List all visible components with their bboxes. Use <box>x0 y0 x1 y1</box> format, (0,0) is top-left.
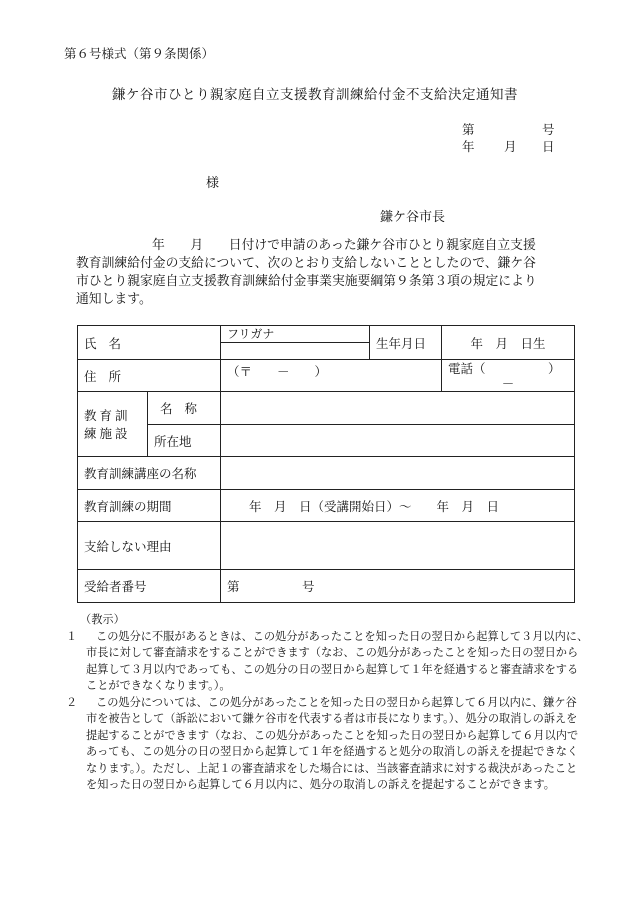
note-line: 提起することができます（なお、この処分があったことを知った日の翌日から起算して６月以内で <box>86 728 579 742</box>
note-item <box>66 695 586 794</box>
intro-paragraph <box>76 237 566 309</box>
note-line: 市を被告として（訴訟において鎌ケ谷市を代表する者は市長になります。）、処分の取消しの訴えを <box>86 712 578 725</box>
issuer-name: 鎌ケ谷市長 <box>380 210 446 225</box>
name-label: 氏名 <box>78 326 221 360</box>
furigana-label: フリガナ <box>221 326 369 343</box>
reason-label: 支給しない理由 <box>78 522 221 570</box>
birthdate-label: 生年月日 <box>370 326 442 360</box>
table-row <box>78 360 575 392</box>
recipient-honorific: 様 <box>206 176 220 191</box>
date-day: 日 <box>542 139 555 154</box>
table-row <box>78 570 575 603</box>
notes-heading: （教示） <box>80 613 125 626</box>
birthdate-field[interactable]: 年 月 日生 <box>442 326 575 360</box>
info-table <box>77 325 575 603</box>
date-year: 年 <box>462 139 475 154</box>
note-item <box>66 629 589 695</box>
facility-name-label: 名称 <box>148 392 221 425</box>
note-line: 起算して３月以内であっても、この処分の日の翌日から起算して１年を経過すると審査請求をする <box>86 662 579 676</box>
date-month: 月 <box>504 139 517 154</box>
facility-location-field[interactable] <box>221 425 575 457</box>
period-label: 教育訓練の期間 <box>78 490 221 522</box>
intro-line: 年 月 日付けで申請のあった鎌ケ谷市ひとり親家庭自立支援 <box>152 238 536 253</box>
table-row <box>78 522 575 570</box>
note-number: １ <box>66 629 78 643</box>
intro-line: 教育訓練給付金の支給について、次のとおり支給しないこととしたので、鎌ケ谷 <box>76 256 536 271</box>
note-number: ２ <box>66 695 78 709</box>
name-field[interactable] <box>221 326 370 360</box>
recipient-number-field[interactable]: 第 号 <box>221 570 575 603</box>
table-row <box>78 392 575 425</box>
note-line: を知った日の翌日から起算して６月以内に、処分の取消しの訴えを提起することができます。 <box>86 778 555 791</box>
note-line: ことができなくなります。）。 <box>86 679 231 692</box>
course-label: 教育訓練講座の名称 <box>78 457 221 490</box>
phone-dash: － <box>501 376 515 391</box>
address-field[interactable]: （〒 － ） <box>221 360 442 392</box>
table-row <box>78 326 575 360</box>
table-row <box>78 425 575 457</box>
instruction-notes <box>66 612 589 794</box>
phone-label: 電話（ ） <box>448 361 561 376</box>
note-line: なります。）。ただし、上記１の審査請求をした場合には、当該審査請求に対する裁決があったこと <box>86 761 578 775</box>
intro-line: 市ひとり親家庭自立支援教育訓練給付金事業実施要綱第９条第３項の規定により <box>76 274 537 289</box>
number-suffix: 号 <box>542 122 555 137</box>
intro-line: 通知します。 <box>76 292 152 307</box>
note-line: この処分については、この処分があったことを知った日の翌日から起算して６月以内に、鎌ケ谷 <box>96 695 577 709</box>
reason-field[interactable] <box>221 522 575 570</box>
document-title: 鎌ケ谷市ひとり親家庭自立支援教育訓練給付金不支給決定通知書 <box>112 87 518 103</box>
facility-label: 教育訓練施設 <box>78 392 148 457</box>
phone-field[interactable] <box>442 360 575 392</box>
note-line: 市長に対して審査請求をすることができます（なお、この処分があったことを知った日の翌日から <box>86 646 579 659</box>
form-number-label: 第６号様式（第９条関係） <box>64 46 215 61</box>
table-row <box>78 490 575 522</box>
table-row <box>78 457 575 490</box>
number-prefix: 第 <box>462 122 475 137</box>
note-line: この処分に不服があるときは、この処分があったことを知った日の翌日から起算して３月以内に、 <box>96 629 589 643</box>
recipient-number-label: 受給者番号 <box>78 570 221 603</box>
period-field[interactable]: 年 月 日（受講開始日）～ 年 月 日 <box>221 490 575 522</box>
facility-name-field[interactable] <box>221 392 575 425</box>
course-field[interactable] <box>221 457 575 490</box>
note-line: あっても、この処分の日の翌日から起算して１年を経過すると処分の取消しの訴えを提起できなく <box>86 745 579 758</box>
facility-location-label: 所在地 <box>148 425 221 457</box>
address-label: 住所 <box>78 360 221 392</box>
